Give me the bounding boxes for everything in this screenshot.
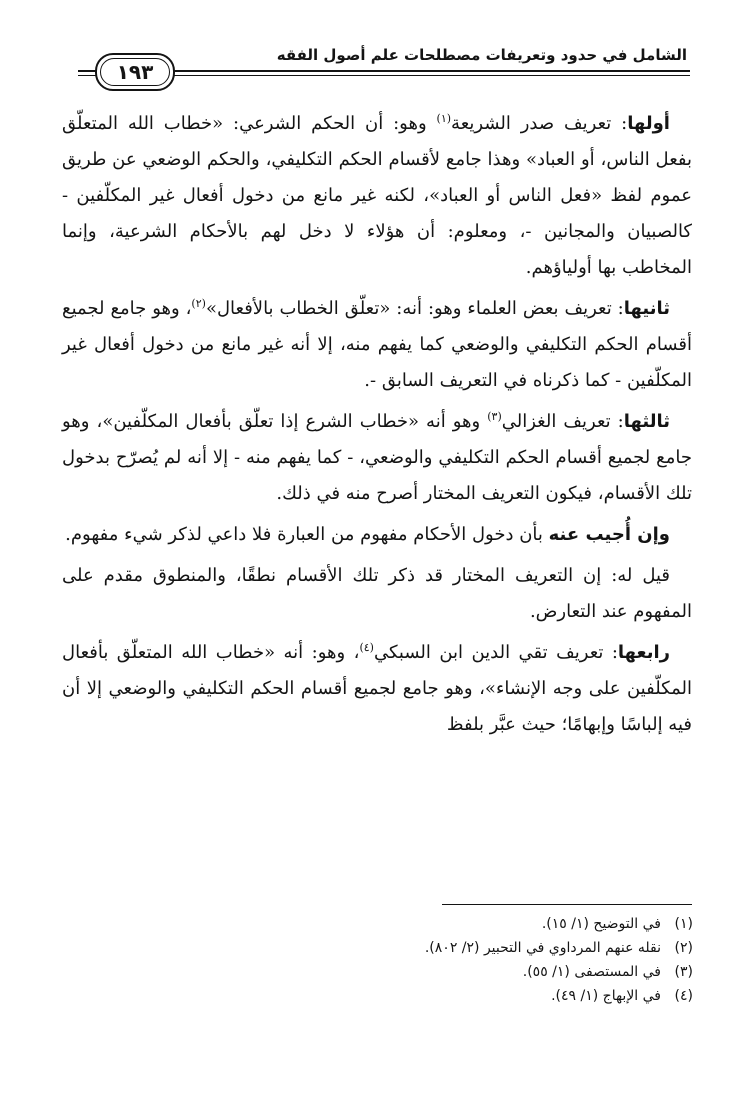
paragraph-3 (62, 404, 692, 512)
footnote-number: (٣) (674, 964, 693, 980)
paragraph-lead: ثالثها (623, 411, 670, 432)
paragraph-text: : تعريف بعض العلماء وهو: أنه: «تعلّق الخطاب بالأفعال» (205, 298, 624, 319)
paragraph-1 (62, 106, 692, 286)
footnote-text: في الإبهاج (١/ ٤٩). (551, 988, 661, 1004)
page-number-badge (95, 53, 175, 91)
footnote-item (63, 984, 693, 1008)
running-header-title: الشامل في حدود وتعريفات مصطلحات علم أصول الفقه (276, 46, 687, 64)
footnote-item (63, 936, 693, 960)
paragraph-lead: ثانيها (623, 298, 670, 319)
footnote-number: (٢) (674, 940, 693, 956)
footnote-ref: (٤) (359, 641, 374, 654)
footnote-ref: (٢) (191, 297, 206, 310)
footnote-item (63, 912, 693, 936)
footnote-text: في المستصفى (١/ ٥٥). (522, 964, 661, 980)
footnote-item (63, 960, 693, 984)
paragraph-5 (62, 558, 692, 630)
paragraph-text: : تعريف تقي الدين ابن السبكي (373, 642, 618, 663)
paragraph-6 (62, 635, 692, 743)
paragraph-lead: وإن أُجيب عنه (548, 524, 670, 545)
main-text (62, 106, 692, 748)
paragraph-lead: رابعها (617, 642, 670, 663)
paragraph-tail: وهو أنه «خطاب الشرع إذا تعلّق بأفعال المكلّفين»، وهو جامع لجميع أقسام الحكم التكليفي والوضعي، - كما يفهم منه - إلا أنه لم يُصرّح بدخول تلك الأقسام، فيكون التعريف المختار أصرح منه في ذلك. (62, 411, 692, 504)
footnote-number: (١) (674, 916, 693, 932)
footnote-separator (442, 904, 692, 905)
footnote-ref: (١) (436, 112, 452, 125)
page-number: ١٩٣ (116, 60, 154, 84)
paragraph-4 (62, 517, 692, 553)
paragraph-text: : تعريف الغزالي (501, 411, 624, 432)
footnotes (63, 912, 693, 1008)
footnote-ref: (٣) (487, 410, 502, 423)
paragraph-text: : تعريف صدر الشريعة (451, 113, 628, 134)
paragraph-tail: وهو: أن الحكم الشرعي: «خطاب الله المتعلّق بفعل الناس، أو العباد» وهذا جامع لأقسام الحكم التكليفي، والحكم الوضعي عن طريق عموم لفظ «فعل الناس أو العباد»، لكنه غير مانع من دخول أفعال غير المكلّفين - كالصبيان والمجانين -، ومعلوم: أن هؤلاء لا دخل لهم بالأحكام الشرعية، وإنما المخاطب بها أولياؤهم. (62, 113, 692, 278)
paragraph-text: بأن دخول الأحكام مفهوم من العبارة فلا داعي لذكر شيء مفهوم. (65, 524, 549, 545)
paragraph-tail: ، وهو جامع لجميع أقسام الحكم التكليفي والوضعي كما يفهم منه، إلا أنه غير مانع من دخول أفعال غير المكلّفين - كما ذكرناه في التعريف السابق -. (62, 298, 692, 391)
paragraph-2 (62, 291, 692, 399)
paragraph-text: قيل له: إن التعريف المختار قد ذكر تلك الأقسام نطقًا، والمنطوق مقدم على المفهوم عند التعارض. (62, 565, 692, 622)
footnote-number: (٤) (674, 988, 693, 1004)
footnote-text: نقله عنهم المرداوي في التحبير (٢/ ٨٠٢). (424, 940, 661, 956)
paragraph-tail: ، وهو: أنه «خطاب الله المتعلّق بأفعال المكلّفين على وجه الإنشاء»، وهو جامع لجميع أقسام الحكم التكليفي والوضعي إلا أن فيه إلباسًا وإبهامًا؛ حيث عبَّر بلفظ (62, 642, 692, 735)
paragraph-lead: أولها (627, 113, 670, 134)
footnote-text: في التوضيح (١/ ١٥). (541, 916, 661, 932)
